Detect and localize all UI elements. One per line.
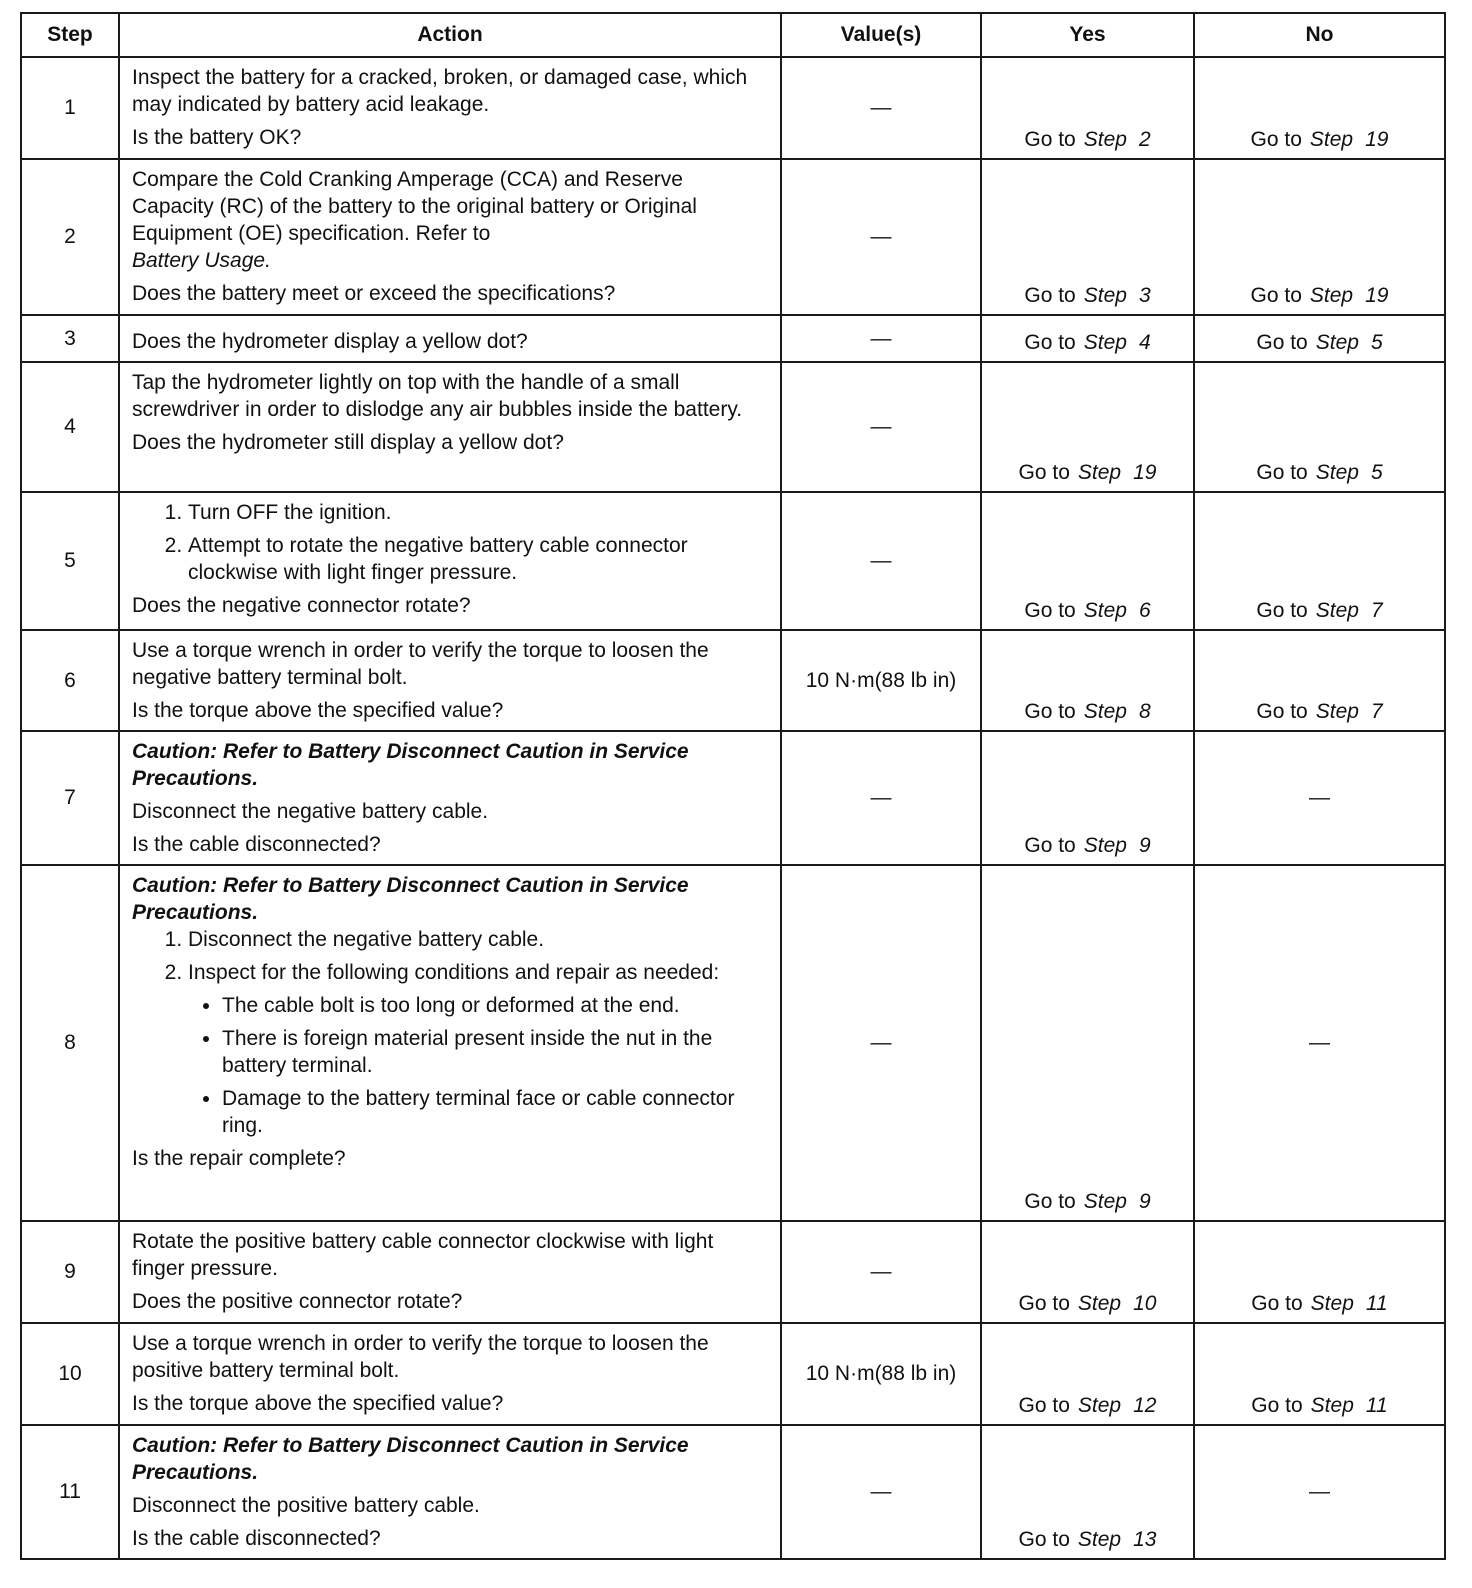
action-text: Rotate the positive battery cable connector clockwise with light finger pressure. [132,1230,714,1280]
action-cell [119,159,781,315]
action-cell [119,630,781,731]
table-row [21,362,1445,492]
goto-link [1256,599,1382,622]
table-row [21,492,1445,630]
condition-item: • The cable bolt is too long or deformed at the end. [222,992,770,1019]
yes-cell [981,315,1194,362]
goto-step-number: 5 [1370,331,1383,354]
procedure-step-text: Inspect for the following conditions and repair as needed: [188,961,720,984]
goto-link [1251,128,1389,151]
no-cell [1194,1221,1445,1323]
no-cell [1194,362,1445,492]
value-cell: — [781,159,981,315]
goto-step-number: 19 [1365,128,1389,151]
no-cell [1194,1323,1445,1425]
goto-step-number: 2 [1138,128,1151,151]
goto-step-number: 10 [1133,1292,1157,1315]
goto-step-word: Step [1083,1190,1127,1213]
goto-step-word: Step [1315,461,1359,484]
goto-prefix: Go to [1024,700,1076,723]
step-number: 7 [21,731,119,865]
caution-note: Caution: Refer to Battery Disconnect Caution in Service Precautions. [132,740,689,790]
goto-link [1024,128,1150,151]
condition-item: • There is foreign material present inside the nut in the battery terminal. [222,1025,770,1079]
question-text: Is the battery OK? [132,126,302,149]
table-row [21,1221,1445,1323]
table-header-row [21,13,1445,57]
goto-prefix: Go to [1018,1528,1070,1551]
goto-step-number: 4 [1138,331,1151,354]
goto-link [1256,331,1382,354]
goto-step-word: Step [1083,128,1127,151]
no-cell [1194,315,1445,362]
question-text: Does the negative connector rotate? [132,594,471,617]
value-cell: — [781,362,981,492]
caution-note: Caution: Refer to Battery Disconnect Caution in Service Precautions. [132,1434,689,1484]
goto-prefix: Go to [1024,834,1076,857]
value-cell: — [781,731,981,865]
action-cell [119,492,781,630]
value-cell: — [781,1425,981,1559]
procedure-list [132,499,770,586]
yes-cell [981,492,1194,630]
goto-link [1019,1394,1157,1417]
procedure-step-text: Turn OFF the ignition. [188,501,392,524]
question-text: Is the cable disconnected? [132,833,381,856]
value-cell: — [781,57,981,159]
goto-link [1024,599,1150,622]
no-cell [1194,492,1445,630]
goto-prefix: Go to [1256,461,1308,484]
action-cell [119,1221,781,1323]
value-cell: — [781,865,981,1221]
goto-prefix: Go to [1256,331,1308,354]
question-text: Does the battery meet or exceed the specifications? [132,282,616,305]
goto-prefix: Go to [1024,599,1076,622]
diagnostic-table [20,12,1446,1560]
question-text: Is the torque above the specified value? [132,1392,504,1415]
goto-step-number: 5 [1370,461,1383,484]
action-cell [119,865,781,1221]
goto-link [1019,1292,1157,1315]
step-number: 10 [21,1323,119,1425]
table-row [21,865,1445,1221]
header-action: Action [119,13,781,57]
goto-link [1024,284,1150,307]
table-row [21,315,1445,362]
table-row [21,57,1445,159]
goto-step-number: 7 [1370,599,1383,622]
goto-step-number: 9 [1138,834,1151,857]
yes-cell [981,731,1194,865]
action-text: Use a torque wrench in order to verify the torque to loosen the negative battery terminal bolt. [132,639,709,689]
goto-prefix: Go to [1256,599,1308,622]
yes-cell [981,1425,1194,1559]
goto-step-word: Step [1077,1292,1122,1315]
no-cell: — [1194,865,1445,1221]
goto-step-number: 13 [1133,1528,1157,1551]
header-no: No [1194,13,1445,57]
action-text: Compare the Cold Cranking Amperage (CCA) and Reserve Capacity (RC) of the battery to the original battery or Original Equipment (OE) specification. Refer to [132,168,697,245]
goto-prefix: Go to [1024,331,1076,354]
yes-cell [981,362,1194,492]
value-cell: — [781,1221,981,1323]
goto-link [1024,1190,1150,1213]
goto-prefix: Go to [1018,461,1070,484]
table-row [21,159,1445,315]
step-number: 8 [21,865,119,1221]
action-text: Tap the hydrometer lightly on top with the handle of a small screwdriver in order to dislodge any air bubbles inside the battery. [132,371,743,421]
value-cell: 10 N·m(88 lb in) [781,1323,981,1425]
value-cell: 10 N·m(88 lb in) [781,630,981,731]
table-body [21,57,1445,1559]
step-number: 1 [21,57,119,159]
goto-step-number: 7 [1370,700,1383,723]
goto-link [1019,1528,1157,1551]
action-cell [119,315,781,362]
yes-cell [981,1221,1194,1323]
table-row [21,630,1445,731]
action-text: Use a torque wrench in order to verify the torque to loosen the positive battery terminal bolt. [132,1332,709,1382]
goto-step-word: Step [1315,331,1359,354]
goto-step-word: Step [1309,284,1354,307]
procedure-step [188,959,770,1139]
goto-step-number: 19 [1133,461,1157,484]
value-cell: — [781,492,981,630]
goto-step-word: Step [1083,331,1127,354]
goto-prefix: Go to [1024,1190,1076,1213]
goto-step-word: Step [1315,599,1359,622]
goto-step-word: Step [1083,284,1127,307]
procedure-step-text: Attempt to rotate the negative battery cable connector clockwise with light finger pressure. [188,534,688,584]
goto-link [1024,331,1150,354]
goto-link [1019,461,1157,484]
procedure-step [188,926,770,953]
header-values: Value(s) [781,13,981,57]
action-cell [119,1425,781,1559]
goto-prefix: Go to [1256,700,1308,723]
goto-step-word: Step [1083,700,1127,723]
goto-link [1256,700,1382,723]
goto-prefix: Go to [1250,128,1302,151]
no-cell: — [1194,1425,1445,1559]
goto-step-word: Step [1077,1394,1122,1417]
condition-item: • Damage to the battery terminal face or cable connector ring. [222,1085,770,1139]
question-text: Is the torque above the specified value? [132,699,504,722]
goto-prefix: Go to [1018,1394,1070,1417]
goto-step-number: 8 [1138,700,1151,723]
goto-step-number: 9 [1138,1190,1151,1213]
yes-cell [981,630,1194,731]
table-row [21,1425,1445,1559]
value-cell: — [781,315,981,362]
action-text: Inspect the battery for a cracked, broken, or damaged case, which may indicated by battery acid leakage. [132,66,748,116]
step-number: 11 [21,1425,119,1559]
goto-step-word: Step [1077,461,1122,484]
action-cell [119,1323,781,1425]
question-text: Does the hydrometer still display a yellow dot? [132,431,564,454]
procedure-list [132,926,770,1139]
table-row [21,1323,1445,1425]
goto-link [1251,1394,1387,1417]
question-text: Does the positive connector rotate? [132,1290,463,1313]
goto-link [1024,700,1150,723]
action-cell [119,362,781,492]
goto-link [1024,834,1150,857]
goto-step-word: Step [1077,1528,1122,1551]
goto-step-number: 12 [1133,1394,1157,1417]
goto-step-number: 3 [1138,284,1151,307]
goto-prefix: Go to [1251,1292,1303,1315]
action-cell [119,731,781,865]
no-cell [1194,57,1445,159]
goto-link [1251,284,1389,307]
yes-cell [981,1323,1194,1425]
yes-cell [981,865,1194,1221]
table-row [21,731,1445,865]
goto-step-number: 11 [1365,1292,1388,1315]
goto-prefix: Go to [1024,284,1076,307]
yes-cell [981,57,1194,159]
goto-step-word: Step [1310,1292,1354,1315]
goto-step-word: Step [1315,700,1359,723]
yes-cell [981,159,1194,315]
step-number: 2 [21,159,119,315]
no-cell: — [1194,731,1445,865]
no-cell [1194,159,1445,315]
step-number: 3 [21,315,119,362]
procedure-step-text: Disconnect the negative battery cable. [188,928,545,951]
condition-list [188,992,770,1139]
goto-step-word: Step [1083,834,1127,857]
reference-link-text: Battery Usage. [132,249,271,272]
header-yes: Yes [981,13,1194,57]
procedure-step [188,532,770,586]
action-text: Disconnect the positive battery cable. [132,1494,480,1517]
goto-step-word: Step [1309,128,1354,151]
question-text: Is the repair complete? [132,1147,346,1170]
goto-prefix: Go to [1251,1394,1303,1417]
step-number: 4 [21,362,119,492]
goto-link [1251,1292,1387,1315]
step-number: 6 [21,630,119,731]
goto-prefix: Go to [1024,128,1076,151]
goto-step-number: 19 [1365,284,1389,307]
step-number: 9 [21,1221,119,1323]
no-cell [1194,630,1445,731]
caution-note: Caution: Refer to Battery Disconnect Caution in Service Precautions. [132,874,689,924]
question-text: Is the cable disconnected? [132,1527,381,1550]
header-step: Step [21,13,119,57]
goto-step-word: Step [1310,1394,1354,1417]
action-cell [119,57,781,159]
step-number: 5 [21,492,119,630]
goto-prefix: Go to [1018,1292,1070,1315]
goto-prefix: Go to [1250,284,1302,307]
goto-link [1256,461,1382,484]
goto-step-word: Step [1083,599,1127,622]
question-text: Does the hydrometer display a yellow dot? [132,330,528,353]
goto-step-number: 6 [1138,599,1151,622]
goto-step-number: 11 [1365,1394,1388,1417]
procedure-step [188,499,770,526]
action-text: Disconnect the negative battery cable. [132,800,489,823]
